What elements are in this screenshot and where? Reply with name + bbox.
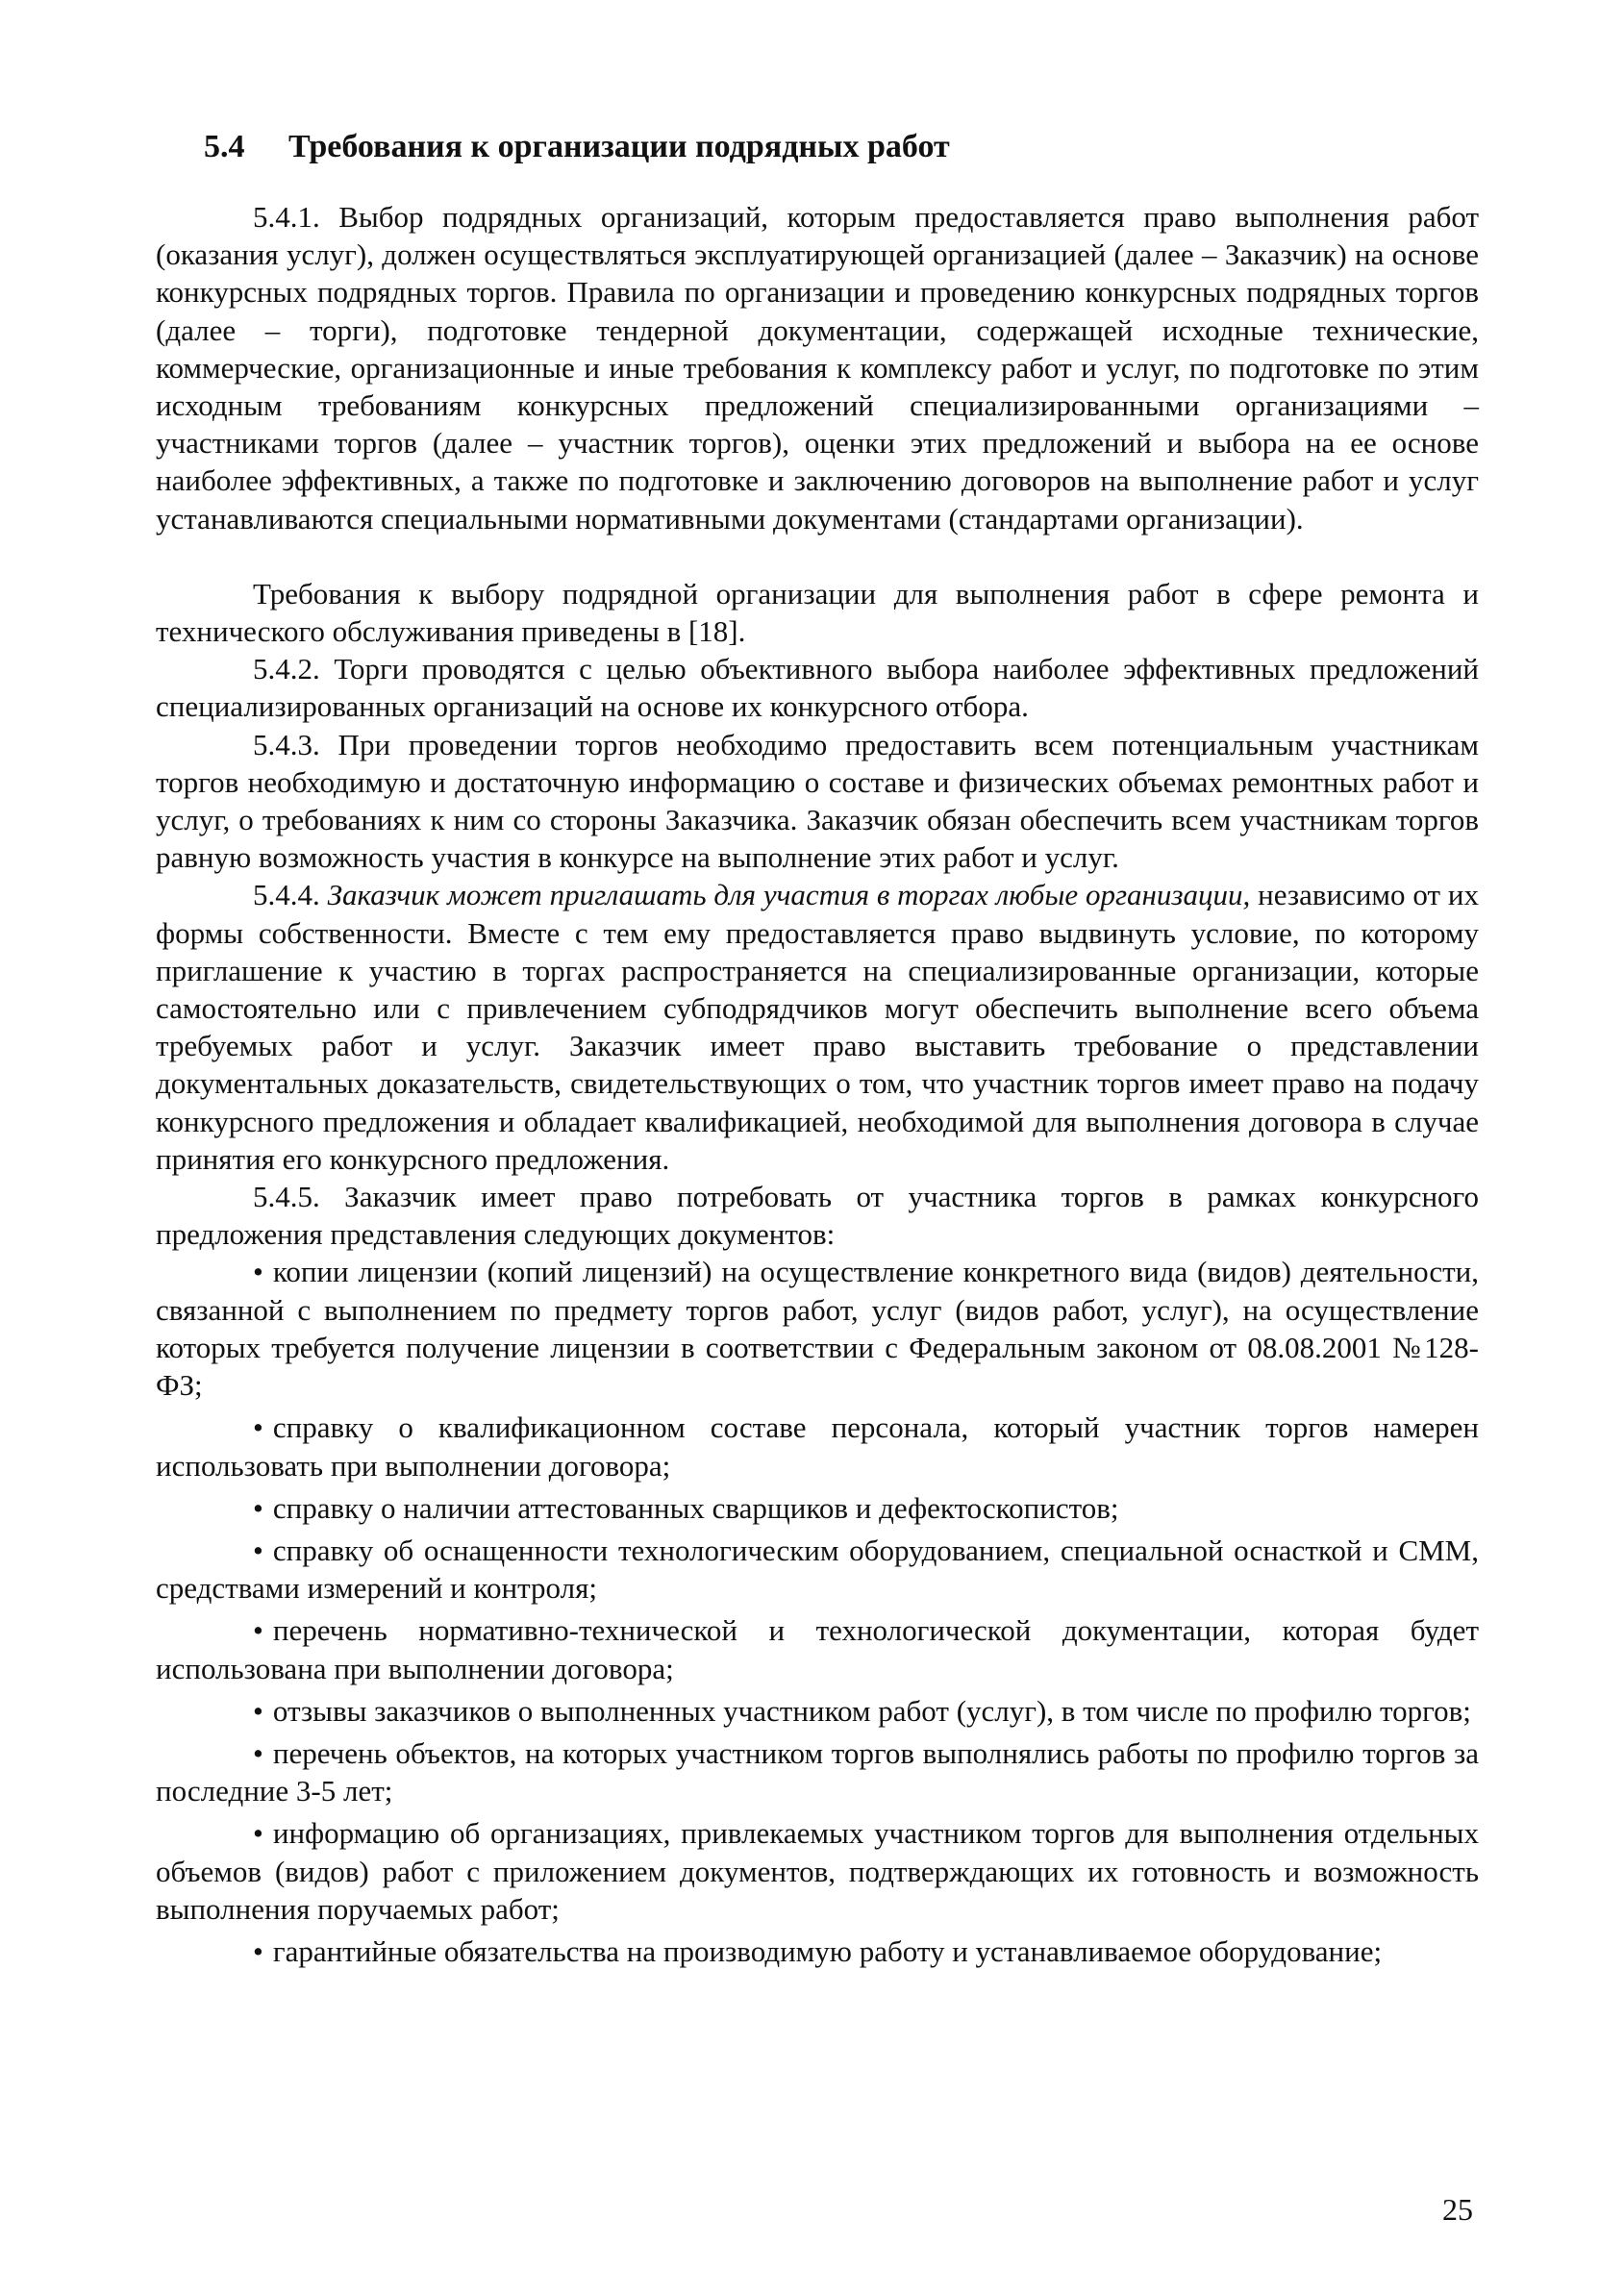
section-number: 5.4 — [204, 129, 245, 164]
bullet-icon: • — [253, 1693, 263, 1728]
paragraph-5-4-5: 5.4.5. Заказчик имеет право потребовать от участника торгов в рамках конкурсного предложения представления следующих документов: — [156, 1180, 1479, 1252]
list-item — [156, 1932, 1479, 1970]
list-item — [156, 1489, 1479, 1527]
list-item — [156, 1692, 1479, 1730]
document-list — [156, 1253, 1479, 1970]
list-item-text: копии лицензии (копий лицензий) на осуществление конкретного вида (видов) деятельности, связанной с выполнением по предмету торгов работ, услуг (видов работ, услуг), на осуществление которых требуется получение лицензии в соответствии с Федеральным законом от 08.08.2001 №128-ФЗ; — [156, 1255, 1479, 1403]
list-item-text: перечень нормативно-технической и технологической документации, которая будет использована при выполнении договора; — [156, 1613, 1479, 1685]
bullet-icon: • — [253, 1533, 263, 1567]
bullet-icon: • — [253, 1490, 263, 1525]
list-item-text: справку о квалификационном составе персонала, который участник торгов намерен использовать при выполнении договора; — [156, 1410, 1479, 1483]
list-item — [156, 1253, 1479, 1404]
bullet-icon: • — [253, 1933, 263, 1968]
document-page — [156, 127, 1479, 1970]
bullet-icon: • — [253, 1735, 263, 1770]
paragraph-5-4-4-prefix: 5.4.4. — [253, 878, 328, 912]
paragraph-5-4-3: 5.4.3. При проведении торгов необходимо предоставить всем потенциальным участникам торгов необходимую и достаточную информацию о составе и физических объемах ремонтных работ и услуг, о требованиях к ним со стороны Заказчика. Заказчик обязан обеспечить всем участникам торгов равную возможность участия в конкурсе на выполнение этих работ и услуг. — [156, 727, 1479, 875]
section-heading — [204, 127, 1479, 167]
list-item-text: отзывы заказчиков о выполненных участником работ (услуг), в том числе по профилю торгов; — [272, 1693, 1471, 1728]
list-item-text: справку об оснащенности технологическим оборудованием, специальной оснасткой и СММ, средствами измерений и контроля; — [156, 1533, 1479, 1606]
paragraph-5-4-4 — [156, 876, 1479, 1178]
bullet-icon: • — [253, 1816, 263, 1851]
paragraph-contractor-requirements: Требования к выбору подрядной организации для выполнения работ в сфере ремонта и технического обслуживания приведены в [18]. — [156, 576, 1479, 649]
paragraph-5-4-4-rest: независимо от их формы собственности. Вместе с тем ему предоставляется право выдвинуть условие, по которому приглашение к участию в торгах распространяется на специализированные организации, которые самостоятельно или с привлечением субподрядчиков могут обеспечить выполнение всего объема требуемых работ и услуг. Заказчик имеет право выставить требование о представлении документальных доказательств, свидетельствующих о том, что участник торгов имеет право на подачу конкурсного предложения и обладает квалификацией, необходимой для выполнения договора в случае принятия его конкурсного предложения. — [156, 878, 1480, 1176]
paragraph-5-4-1: 5.4.1. Выбор подрядных организаций, которым предоставляется право выполнения работ (оказания услуг), должен осуществляться эксплуатирующей организацией (далее – Заказчик) на основе конкурсных подрядных торгов. Правила по организации и проведению конкурсных подрядных торгов (далее – торги), подготовке тендерной документации, содержащей исходные технические, коммерческие, организационные и иные требования к комплексу работ и услуг, по подготовке по этим исходным требованиям конкурсных предложений специализированными организациями – участниками торгов (далее – участник торгов), оценки этих предложений и выбора на ее основе наиболее эффективных, а также по подготовке и заключению договоров на выполнение работ и услуг устанавливаются специальными нормативными документами (стандартами организации). — [156, 200, 1479, 536]
paragraph-5-4-4-italic: Заказчик может приглашать для участия в торгах любые организации, — [327, 878, 1251, 912]
list-item — [156, 1734, 1479, 1809]
page-number: 25 — [1442, 2192, 1473, 2227]
bullet-icon: • — [253, 1255, 263, 1289]
paragraph-5-4-2: 5.4.2. Торги проводятся с целью объективного выбора наиболее эффективных предложений специализированных организаций на основе их конкурсного отбора. — [156, 652, 1479, 724]
list-item — [156, 1611, 1479, 1686]
list-item-text: перечень объектов, на которых участником торгов выполнялись работы по профилю торгов за последние 3-5 лет; — [156, 1735, 1479, 1808]
bullet-icon: • — [253, 1410, 263, 1445]
list-item — [156, 1814, 1479, 1928]
bullet-icon: • — [253, 1613, 263, 1648]
list-item-text: справку о наличии аттестованных сварщиков и дефектоскопистов; — [272, 1490, 1119, 1525]
list-item-text: гарантийные обязательства на производимую работу и устанавливаемое оборудование; — [272, 1933, 1383, 1968]
list-item-text: информацию об организациях, привлекаемых участником торгов для выполнения отдельных объемов (видов) работ с приложением документов, подтверждающих их готовность и возможность выполнения поручаемых работ; — [156, 1816, 1479, 1926]
list-item — [156, 1409, 1479, 1484]
section-title: Требования к организации подрядных работ — [288, 129, 950, 164]
list-item — [156, 1532, 1479, 1607]
